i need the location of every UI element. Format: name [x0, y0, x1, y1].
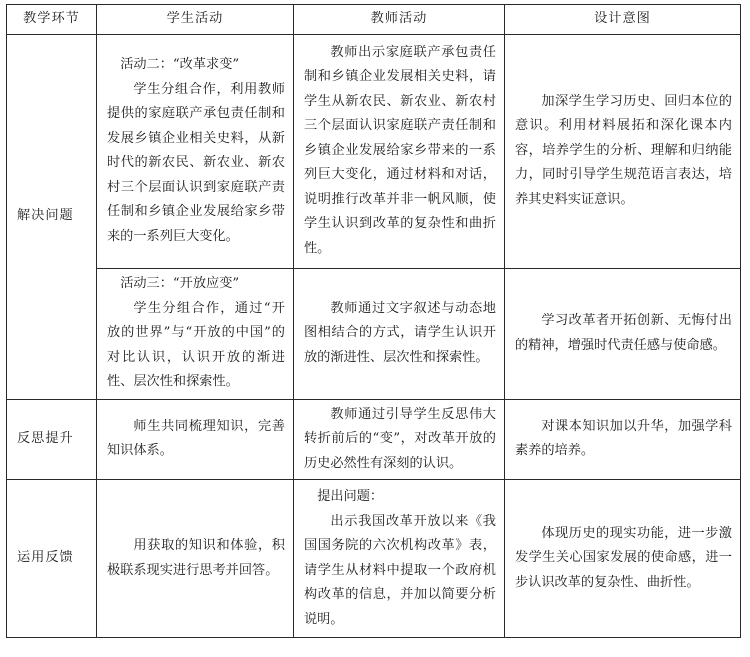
table-row — [7, 34, 741, 268]
student-activity-text: 用获取的知识和体验，积极联系现实进行思考并回答。 — [107, 538, 285, 578]
stage-cell: 解决问题 — [7, 34, 97, 399]
design-intent-text: 对课本知识加以升华，加强学科素养的培养。 — [515, 418, 732, 459]
design-intent-text: 学习改革者开拓创新、无悔付出的精神，增强时代责任感与使命感。 — [515, 313, 732, 353]
design-intent-cell — [505, 399, 741, 480]
student-activity-cell — [97, 480, 294, 638]
teacher-activity-cell — [294, 34, 505, 268]
header-teacher-activity: 教师活动 — [294, 5, 505, 35]
lesson-plan-table-wrapper — [6, 4, 741, 638]
header-student-activity: 学生活动 — [97, 5, 294, 35]
student-activity-cell — [97, 268, 294, 399]
table-row — [7, 268, 741, 399]
table-row — [7, 480, 741, 638]
header-row — [7, 5, 741, 35]
teacher-activity-text: 教师出示家庭联产承包责任制和乡镇企业发展相关史料，请学生从新农民、新农业、新农村三个层面认识家庭联产责任制和乡镇企业发展给家乡带来的一系列巨大变化，通过材料和对话，说明推行改革并非一帆风顺，使学生认识到改革的复杂性和曲折性。 — [304, 44, 496, 256]
teacher-activity-text: 教师通过文字叙述与动态地图相结合的方式，请学生认识开放的渐进性、层次性和探索性。 — [304, 300, 496, 365]
teacher-activity-cell — [294, 399, 505, 480]
teacher-activity-text: 出示我国改革开放以来《我国国务院的六次机构改革》表，请学生从材料中提取一个政府机构改革的信息，并加以简要分析说明。 — [304, 513, 496, 627]
teacher-activity-text: 教师通过引导学生反思伟大转折前后的“变”，对改革开放的历史必然性有深刻的认识。 — [304, 406, 496, 471]
design-intent-cell — [505, 480, 741, 638]
student-activity-text: 学生分组合作，通过“开放的世界”与“开放的中国”的对比认识，认识开放的渐进性、层次性和探索性。 — [107, 300, 285, 390]
stage-cell: 反思提升 — [7, 399, 97, 480]
student-activity-text: 学生分组合作，利用教师提供的家庭联产承包责任制和发展乡镇企业相关史料，从新时代的新农民、新农业、新农村三个层面认识到家庭联产责任制和乡镇企业发展给家乡带来的一系列巨大变化。 — [107, 81, 285, 244]
teacher-activity-cell — [294, 480, 505, 638]
activity-title: 活动二：“改革求变” — [120, 57, 240, 72]
activity-title: 活动三：“开放应变” — [120, 276, 240, 292]
design-intent-text: 加深学生学习历史、回归本位的意识。利用材料展拓和深化课本内容，培养学生的分析、理解和归纳能力，同时引导学生规范语言表达，培养其史料实证意识。 — [515, 93, 732, 207]
lesson-plan-table — [6, 4, 741, 638]
question-title: 提出问题： — [317, 489, 384, 504]
stage-cell: 运用反馈 — [7, 480, 97, 638]
design-intent-cell — [505, 268, 741, 399]
header-design-intent: 设计意图 — [505, 5, 741, 35]
student-activity-cell — [97, 399, 294, 480]
design-intent-text: 体现历史的现实功能，进一步激发学生关心国家发展的使命感，进一步认识改革的复杂性、曲折性。 — [515, 525, 732, 590]
header-stage: 教学环节 — [7, 5, 97, 35]
table-row — [7, 399, 741, 480]
teacher-activity-cell — [294, 268, 505, 399]
student-activity-cell — [97, 34, 294, 268]
student-activity-text: 师生共同梳理知识，完善知识体系。 — [107, 418, 285, 459]
design-intent-cell — [505, 34, 741, 268]
